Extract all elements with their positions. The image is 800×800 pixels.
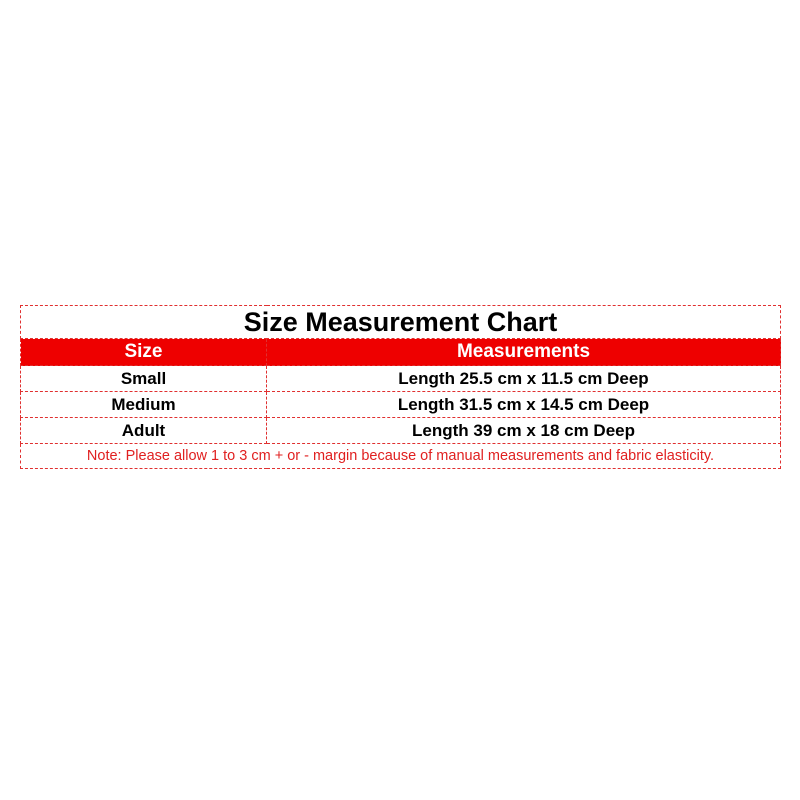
table-row [21,418,781,444]
size-chart-table [20,305,781,469]
cell-size: Adult [21,418,267,444]
chart-title-row [21,306,781,339]
cell-measurement: Length 39 cm x 18 cm Deep [267,418,781,444]
cell-size: Small [21,366,267,392]
chart-note: Note: Please allow 1 to 3 cm + or - margin because of manual measurements and fabric elasticity. [21,444,781,469]
chart-title: Size Measurement Chart [21,306,781,339]
note-row [21,444,781,469]
column-header-measurements: Measurements [267,339,781,366]
column-header-size: Size [21,339,267,366]
table-row [21,392,781,418]
table-header-row [21,339,781,366]
table-row [21,366,781,392]
size-measurement-chart [20,305,780,469]
cell-size: Medium [21,392,267,418]
cell-measurement: Length 25.5 cm x 11.5 cm Deep [267,366,781,392]
cell-measurement: Length 31.5 cm x 14.5 cm Deep [267,392,781,418]
